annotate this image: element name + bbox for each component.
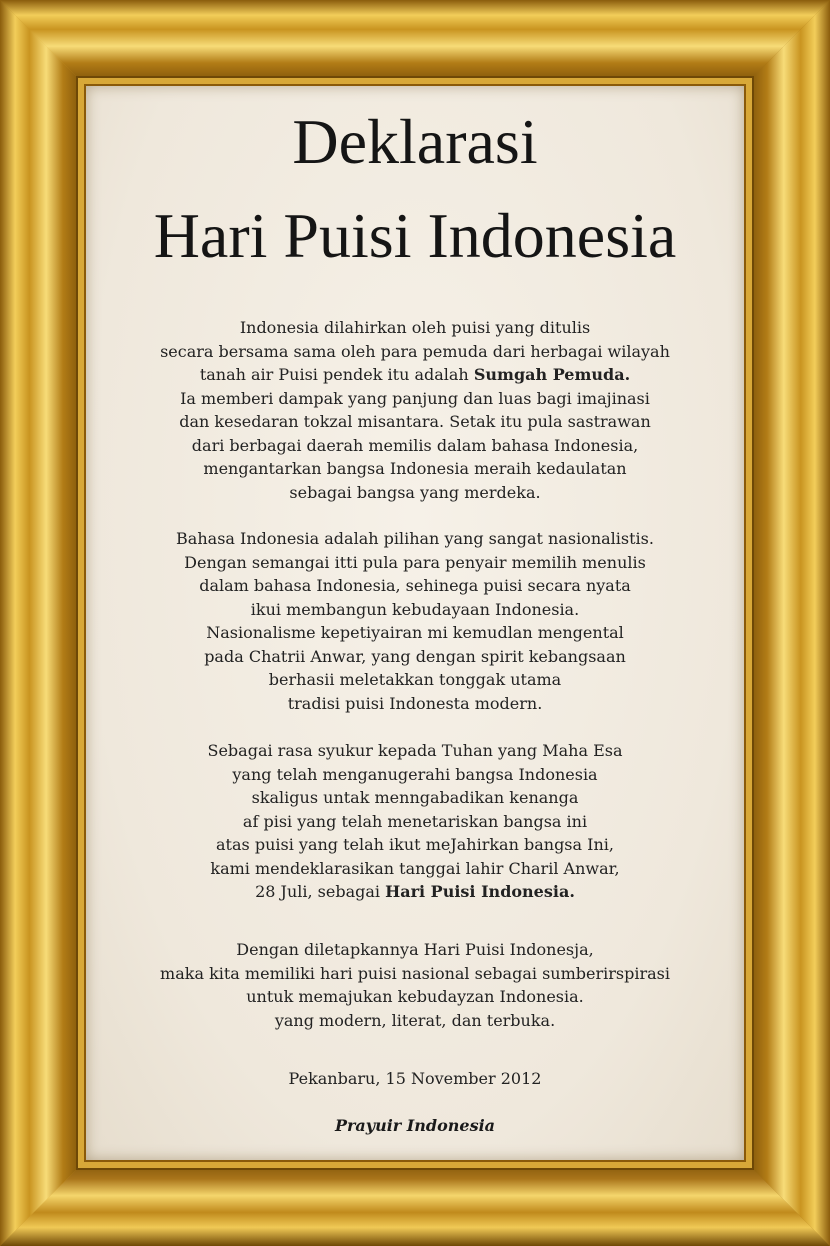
paragraph-line: yang telah menganugerahi bangsa Indonesia	[232, 764, 598, 784]
frame-top-edge	[0, 0, 830, 84]
paragraph-1	[106, 316, 724, 504]
paragraph-line: sebagai bangsa yang merdeka.	[289, 482, 541, 502]
paragraph-line: ikui membangun kebudayaan Indonesia.	[250, 599, 580, 619]
paragraph-line-bold: Sumgah Pemuda.	[473, 365, 631, 384]
title-line-1: Deklarasi	[292, 106, 538, 177]
title-line-2: Hari Puisi Indonesia	[153, 200, 677, 271]
paragraph-line: Dengan semangai itti pula para penyair memilih menulis	[184, 552, 646, 572]
frame-left-edge	[0, 0, 84, 1246]
paragraph-line: mengantarkan bangsa Indonesia meraih kedaulatan	[203, 459, 627, 478]
paragraph-line: dan kesedaran tokzal misantara. Setak itu pula sastrawan	[179, 412, 651, 431]
paragraph-line: Bahasa Indonesia adalah pilihan yang sangat nasionalistis.	[176, 529, 654, 548]
paragraph-line: Indonesia dilahirkan oleh puisi yang ditulis	[239, 318, 591, 337]
paragraph-line: af pisi yang telah menetariskan bangsa ini	[242, 811, 588, 831]
paragraph-line: yang modern, literat, dan terbuka.	[274, 1010, 556, 1030]
paragraph-2	[106, 527, 724, 715]
paragraph-line: untuk memajukan kebudayzan Indonesia.	[246, 987, 584, 1006]
paragraph-line: berhasii meletakkan tonggak utama	[268, 670, 562, 689]
paragraph-line: Ia memberi dampak yang panjung dan luas bagi imajinasi	[180, 388, 650, 408]
paragraph-line: Sebagai rasa syukur kepada Tuhan yang Maha Esa	[207, 741, 623, 760]
paragraph-line-bold: Hari Puisi Indonesia.	[385, 882, 575, 901]
paragraph-line: dari berbagai daerah memilis dalam bahasa Indonesia,	[191, 435, 639, 455]
paragraph-line: atas puisi yang telah ikut meJahirkan bangsa Ini,	[216, 835, 614, 854]
paragraph-line: Nasionalisme kepetiyairan mi kemudlan mengental	[206, 623, 624, 642]
place-and-date: Pekanbaru, 15 November 2012	[288, 1069, 542, 1088]
paragraph-line-text: 28 Juli, sebagai	[255, 882, 386, 901]
paragraph-line: secara bersama sama oleh para pemuda dari herbagai wilayah	[160, 341, 670, 361]
paragraph-line	[106, 363, 724, 387]
paragraph-line: skaligus untak menngabadikan kenanga	[251, 788, 579, 807]
declaration-paper	[86, 86, 744, 1160]
paragraph-line: pada Chatrii Anwar, yang dengan spirit kebangsaan	[204, 646, 626, 666]
paragraph-line: maka kita memiliki hari puisi nasional sebagai sumberirspirasi	[160, 963, 670, 983]
frame-right-edge	[746, 0, 830, 1246]
paragraph-line: dalam bahasa Indonesia, sehinega puisi secara nyata	[199, 576, 631, 595]
paragraph-line: tradisi puisi Indonesta modern.	[287, 693, 543, 713]
paragraph-line-text: tanah air Puisi pendek itu adalah	[199, 365, 474, 384]
signature: Prayuir Indonesia	[334, 1116, 496, 1135]
frame-bottom-edge	[0, 1162, 830, 1246]
paragraph-line: Dengan diletapkannya Hari Puisi Indonesja,	[236, 940, 594, 959]
paragraph-3	[106, 739, 724, 904]
paragraph-4	[106, 938, 724, 1032]
paragraph-line	[106, 880, 724, 904]
paragraph-line: kami mendeklarasikan tanggai lahir Charil Anwar,	[210, 858, 620, 878]
